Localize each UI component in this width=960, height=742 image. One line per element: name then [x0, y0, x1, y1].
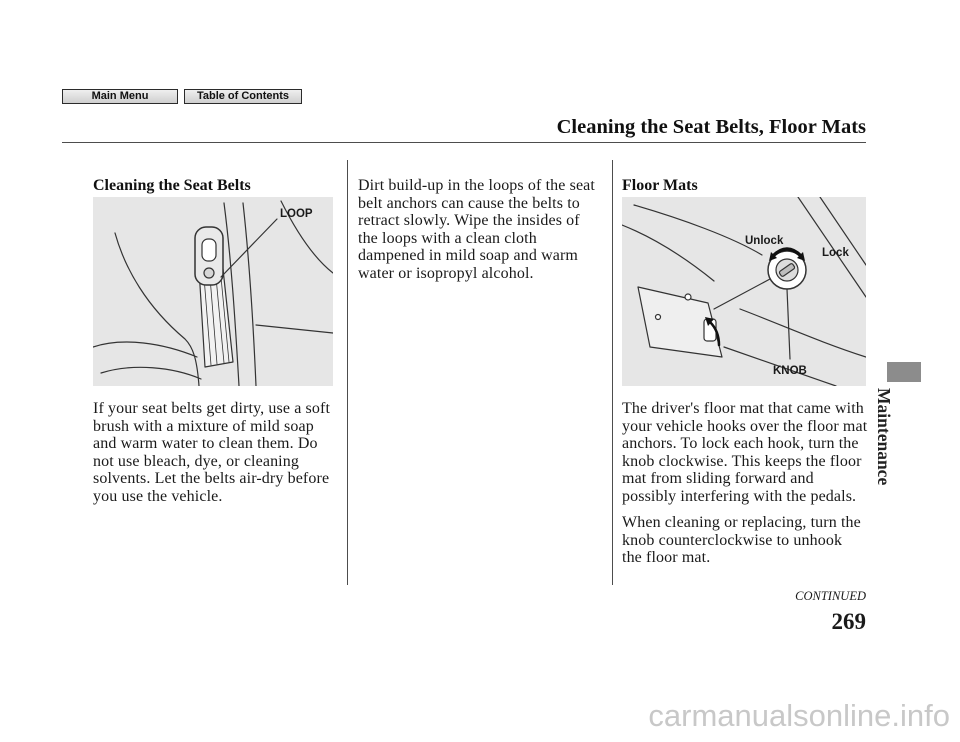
- floor-mats-paragraph-1: [622, 400, 867, 505]
- floor-mat-figure: [622, 197, 866, 386]
- anchor-bolt: [204, 268, 214, 278]
- text-line: and warm water to clean them. Do: [93, 435, 318, 452]
- seat-bolster-line: [101, 367, 201, 379]
- text-line: possibly interfering with the pedals.: [622, 487, 857, 505]
- pillar-edge-rear: [243, 203, 256, 386]
- floor-edge-line: [634, 205, 762, 255]
- text-line: brush with a mixture of mild soap: [93, 417, 314, 435]
- text-line: anchors. To lock each hook, turn the: [622, 435, 859, 452]
- seat-shoulder-outline: [93, 342, 197, 357]
- table-of-contents-button[interactable]: Table of Contents: [184, 89, 302, 104]
- main-menu-button[interactable]: Main Menu: [62, 89, 178, 104]
- mat-anchor-bolt: [685, 294, 691, 300]
- text-line: retract slowly. Wipe the insides of: [358, 212, 580, 229]
- loop-slot: [202, 239, 216, 261]
- page-number: 269: [831, 609, 866, 634]
- floor-mats-heading: Floor Mats: [622, 177, 698, 194]
- text-line: solvents. Let the belts air-dry before: [93, 470, 330, 487]
- belt-loops-paragraph: [358, 177, 595, 282]
- unlock-label: Unlock: [745, 235, 784, 247]
- hook-to-knob-line: [714, 279, 770, 309]
- title-rule: [62, 142, 866, 143]
- section-tab-marker[interactable]: [887, 362, 921, 382]
- text-line: the loops with a clean cloth: [358, 229, 537, 247]
- seat-belt-figure: [93, 197, 333, 386]
- lock-label: Lock: [822, 247, 849, 259]
- text-line: belt anchors can cause the belts to: [358, 194, 580, 212]
- text-line: not use bleach, dye, or cleaning: [93, 452, 299, 470]
- seat-belts-heading: Cleaning the Seat Belts: [93, 177, 251, 194]
- text-line: dampened in mild soap and warm: [358, 247, 578, 264]
- column-divider-left: [347, 160, 348, 585]
- text-line: the floor mat.: [622, 549, 711, 566]
- text-line: mat from sliding forward and: [622, 470, 814, 487]
- column-divider-right: [612, 160, 613, 585]
- text-line: knob counterclockwise to unhook: [622, 531, 843, 549]
- text-line: Dirt build-up in the loops of the seat: [358, 177, 595, 194]
- floor-mat-illustration: [622, 197, 866, 386]
- text-line: The driver's floor mat that came with: [622, 400, 864, 417]
- seat-belt-illustration: [93, 197, 333, 386]
- continued-note: CONTINUED: [795, 589, 866, 603]
- site-watermark: carmanualsonline.info: [648, 698, 950, 733]
- knob-leader-line: [787, 289, 790, 359]
- text-line: If your seat belts get dirty, use a soft: [93, 400, 331, 417]
- text-line: knob clockwise. This keeps the floor: [622, 452, 862, 470]
- section-tab-label[interactable]: Maintenance: [874, 388, 894, 486]
- loop-label: LOOP: [280, 208, 313, 220]
- window-sill-line: [256, 325, 333, 333]
- seat-back-outline: [115, 233, 199, 386]
- knob-label: KNOB: [773, 365, 807, 377]
- page-title: Cleaning the Seat Belts, Floor Mats: [556, 116, 866, 138]
- text-line: water or isopropyl alcohol.: [358, 264, 534, 282]
- floor-mats-paragraph-2: [622, 514, 861, 567]
- pedal-area-line: [740, 309, 866, 357]
- text-line: you use the vehicle.: [93, 487, 223, 505]
- mat-anchor-bolt: [656, 315, 661, 320]
- text-line: When cleaning or replacing, turn the: [622, 514, 861, 531]
- seat-belts-paragraph: [93, 400, 330, 505]
- text-line: your vehicle hooks over the floor mat: [622, 417, 868, 435]
- floor-tunnel-line: [622, 225, 714, 281]
